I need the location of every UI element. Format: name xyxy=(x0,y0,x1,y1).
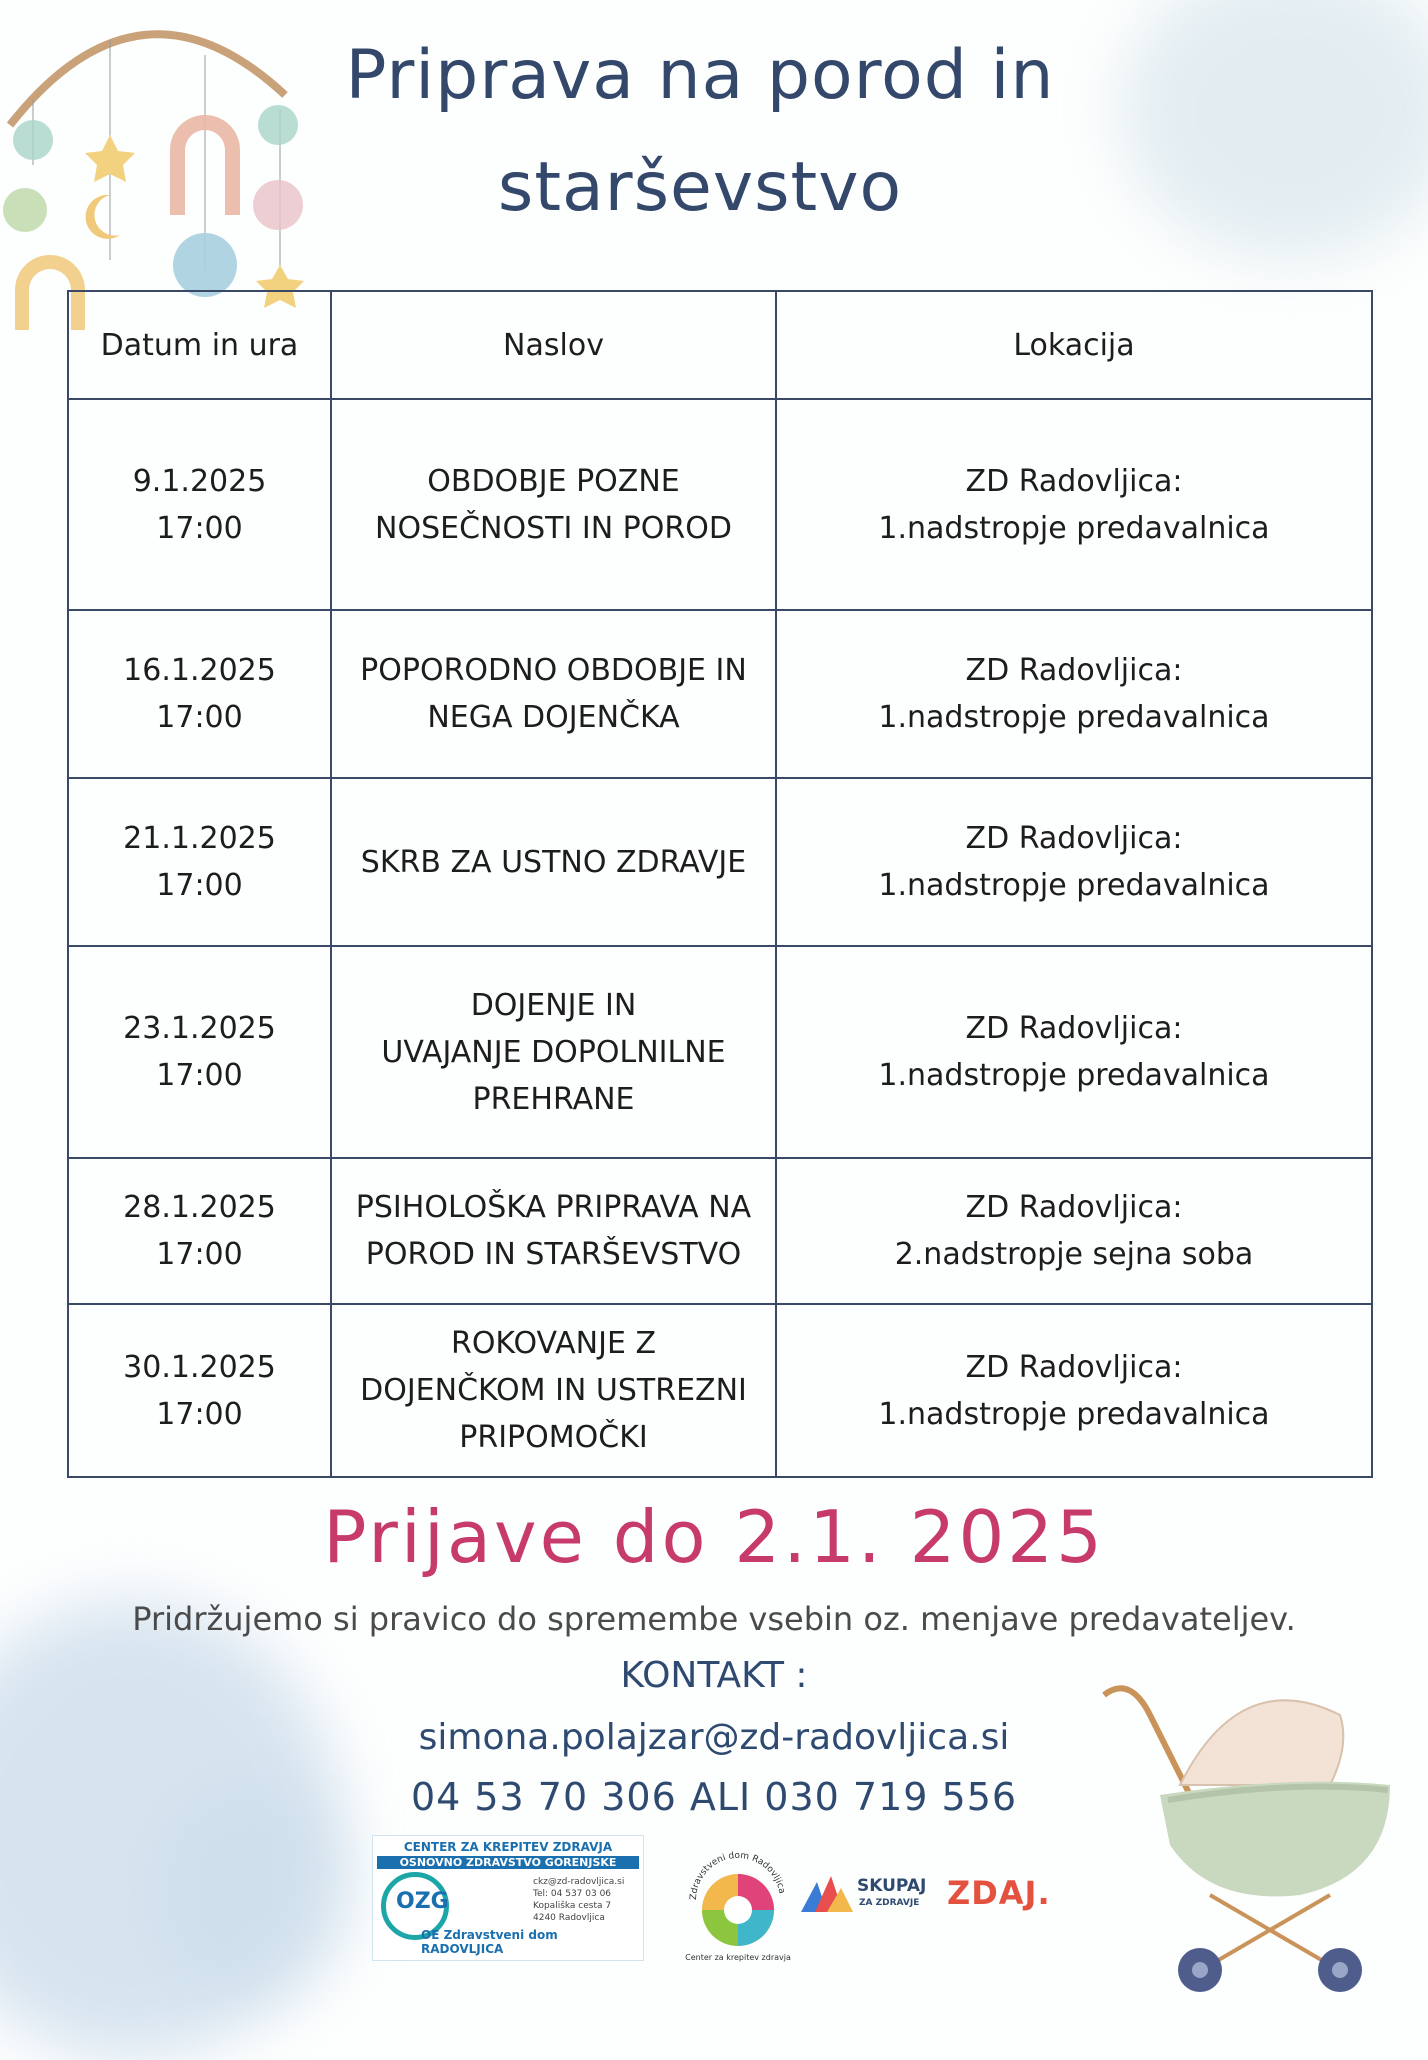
cell-location: ZD Radovljica: 2.nadstropje sejna soba xyxy=(776,1158,1372,1304)
ckz-city: 4240 Radovljica xyxy=(533,1913,605,1923)
cell-title: SKRB ZA USTNO ZDRAVJE xyxy=(331,778,776,946)
baby-pram-illustration xyxy=(1090,1675,1420,1995)
table-row xyxy=(68,778,1372,946)
table-row xyxy=(68,399,1372,610)
table-row xyxy=(68,1304,1372,1477)
cell-date: 28.1.2025 17:00 xyxy=(68,1158,331,1304)
column-header-title: Naslov xyxy=(331,291,776,399)
cell-date: 9.1.2025 17:00 xyxy=(68,399,331,610)
watercolor-wash-top-right xyxy=(1120,0,1428,260)
zdaj-logo xyxy=(945,1866,1055,1920)
cell-date: 23.1.2025 17:00 xyxy=(68,946,331,1158)
table-header-row xyxy=(68,291,1372,399)
zd-radovljica-logo xyxy=(678,1838,798,1964)
page-title: Priprava na porod in starševstvo xyxy=(345,36,1055,227)
cell-title: DOJENJE IN UVAJANJE DOPOLNILNE PREHRANE xyxy=(331,946,776,1158)
ckz-street: Kopališka cesta 7 xyxy=(533,1901,612,1911)
contact-email-link[interactable]: simona.polajzar@zd-radovljica.si xyxy=(418,1717,1010,1758)
table-row xyxy=(68,1158,1372,1304)
cell-location: ZD Radovljica: 1.nadstropje predavalnica xyxy=(776,1304,1372,1477)
skupaj-figures-icon xyxy=(797,1872,855,1918)
cell-date: 16.1.2025 17:00 xyxy=(68,610,331,778)
table-row xyxy=(68,610,1372,778)
skupaj-sub-label: ZA ZDRAVJE xyxy=(859,1898,920,1908)
cell-title: ROKOVANJE Z DOJENČKOM IN USTREZNI PRIPOMOČKI xyxy=(331,1304,776,1477)
cell-location: ZD Radovljica: 1.nadstropje predavalnica xyxy=(776,778,1372,946)
registration-deadline: Prijave do 2.1. 2025 xyxy=(323,1495,1105,1579)
ckz-logo-contact xyxy=(533,1876,624,1924)
cell-location: ZD Radovljica: 1.nadstropje predavalnica xyxy=(776,946,1372,1158)
skupaj-label: SKUPAJ xyxy=(857,1876,927,1896)
column-header-location: Lokacija xyxy=(776,291,1372,399)
table-row xyxy=(68,946,1372,1158)
ckz-logo-bottom: OE Zdravstveni dom RADOVLJICA xyxy=(421,1928,558,1956)
cell-date: 30.1.2025 17:00 xyxy=(68,1304,331,1477)
ckz-logo xyxy=(372,1835,644,1961)
cell-title: PSIHOLOŠKA PRIPRAVA NA POROD IN STARŠEVSTVO xyxy=(331,1158,776,1304)
ckz-emblem-icon: OZG xyxy=(381,1872,449,1940)
cell-title: POPORODNO OBDOBJE IN NEGA DOJENČKA xyxy=(331,610,776,778)
baby-mobile-illustration xyxy=(0,0,320,330)
contact-label: KONTAKT : xyxy=(620,1655,808,1696)
cell-location: ZD Radovljica: 1.nadstropje predavalnica xyxy=(776,610,1372,778)
schedule-table xyxy=(67,290,1373,1478)
zdr-logo-caption: Center za krepitev zdravja xyxy=(685,1953,791,1962)
zdaj-label: ZDAJ. xyxy=(947,1874,1051,1912)
zdr-logo-arc-text: Zdravstveni dom Radovljica xyxy=(688,1850,787,1901)
ckz-logo-line1: CENTER ZA KREPITEV ZDRAVJA xyxy=(373,1836,643,1854)
disclaimer-text: Pridržujemo si pravico do spremembe vsebin oz. menjave predavateljev. xyxy=(132,1600,1296,1638)
cell-title: OBDOBJE POZNE NOSEČNOSTI IN POROD xyxy=(331,399,776,610)
ckz-tel: Tel: 04 537 03 06 xyxy=(533,1889,612,1899)
ckz-logo-line2: OSNOVNO ZDRAVSTVO GORENJSKE xyxy=(377,1856,639,1869)
skupaj-za-zdravje-logo xyxy=(797,1870,935,1920)
cell-location: ZD Radovljica: 1.nadstropje predavalnica xyxy=(776,399,1372,610)
cell-date: 21.1.2025 17:00 xyxy=(68,778,331,946)
ckz-email: ckz@zd-radovljica.si xyxy=(533,1877,625,1887)
column-header-date: Datum in ura xyxy=(68,291,331,399)
contact-phones: 04 53 70 306 ALI 030 719 556 xyxy=(410,1775,1018,1819)
